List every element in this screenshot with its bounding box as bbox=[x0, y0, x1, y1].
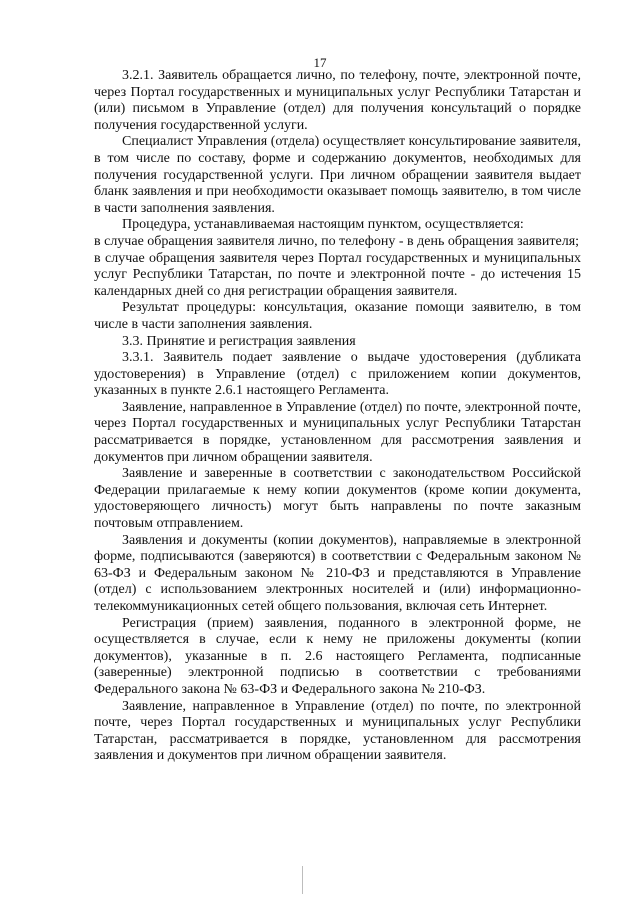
paragraph-procedure: Процедура, устанавливаемая настоящим пунктом, осуществляется: bbox=[122, 217, 524, 233]
section-heading-3-3: 3.3. Принятие и регистрация заявления bbox=[122, 333, 356, 349]
paragraph-case-personal: в случае обращения заявителя лично, по телефону - в день обращения заявителя; bbox=[94, 233, 580, 249]
paragraph-result: Результат процедуры: консультация, оказание помощи заявителю, в том числе в части заполнения заявления. bbox=[94, 300, 581, 332]
paragraph-final: Заявление, направленное в Управление (отдел) по почте, по электронной почте, через Портал государственных и муниципальных услуг Республики Татарстан, рассматривается в порядке, установленном для рассмотрения заявления и документов при личном обращении заявителя. bbox=[94, 698, 581, 764]
paragraph-3-3-1: 3.3.1. Заявитель подает заявление о выдаче удостоверения (дубликата удостоверения) в Управление (отдел) с приложением копии документов, указанных в пункте 2.6.1 настоящего Регламента. bbox=[94, 350, 581, 399]
paragraph-mail-application: Заявление, направленное в Управление (отдел) по почте, электронной почте, через Портал государственных и муниципальных услуг Республики Татарстан рассматривается в порядке, установленном для рассмотрения заявления и документов при личном обращении заявителя. bbox=[94, 399, 581, 465]
paragraph-3-2-1: 3.2.1. Заявитель обращается лично, по телефону, почте, электронной почте, через Портал государственных и муниципальных услуг Республики Татарстан и (или) письмом в Управление (отдел) для получения консультаций о порядке получения государственной услуги. bbox=[94, 68, 581, 133]
paragraph-case-portal: в случае обращения заявителя через Портал государственных и муниципальных услуг Республики Татарстан, по почте и электронной почте - до истечения 15 календарных дней со дня регистрации обращения заявителя. bbox=[94, 250, 581, 299]
paragraph-specialist: Специалист Управления (отдела) осуществляет консультирование заявителя, в том числе по составу, форме и содержанию документов, необходимых для получения государственной услуги. При личном обращении заявителя выдает бланк заявления и при необходимости оказывает помощь заявителю, в том числе в части заполнения заявления. bbox=[94, 134, 581, 216]
paragraph-electronic-documents: Заявления и документы (копии документов), направляемые в электронной форме, подписываются (заверяются) в соответствии с Федеральным законом № 63-ФЗ и Федеральным законом № 210-ФЗ и представляются в Управление (отдел) с использованием электронных носителей и (или) информационно-телекоммуникационных сетей общего пользования, включая сеть Интернет. bbox=[94, 532, 581, 614]
document-body bbox=[94, 68, 581, 765]
paragraph-registration: Регистрация (прием) заявления, поданного в электронной форме, не осуществляется в случае, если к нему не приложены документы (копии документов), указанные в п. 2.6 настоящего Регламента, подписанные (заверенные) электронной подписью в соответствии с требованиями Федерального закона № 63-ФЗ и Федерального закона № 210-ФЗ. bbox=[94, 615, 581, 697]
paragraph-certified-copies: Заявление и заверенные в соответствии с законодательством Российской Федерации прилагаемые к нему копии документов (кроме копии документа, удостоверяющего личность) могут быть направлены по почте заказным почтовым отправлением. bbox=[94, 466, 581, 532]
scan-artifact-line bbox=[302, 866, 303, 894]
page-number: 17 bbox=[313, 55, 327, 70]
